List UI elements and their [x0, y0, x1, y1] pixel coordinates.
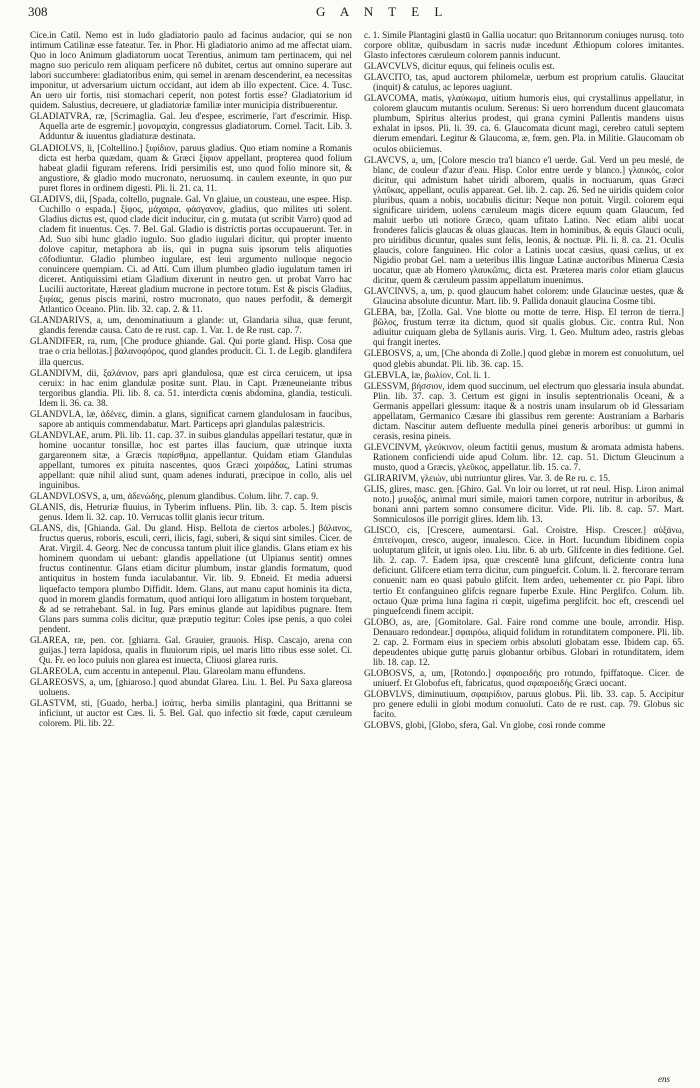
dictionary-entry: GLEBVLA, læ, βωλίον, Col. li. 1. — [364, 369, 491, 380]
dictionary-entry: GLAVCVLVS, dicitur equus, qui felineis oculis est. — [364, 61, 555, 72]
left-column — [30, 30, 352, 1060]
dictionary-entry: GLAREA, ræ, pen. cor. [ghiarra. Gal. Grauier, grauois. Hisp. Cascajo, arena con guijas.] terra lapidosa, qualis in fluuiorum ripis, uel maris litto ribus esse solet. Ci. Qu. Fr. eo loco puluis non glarea est inuecta, Cliuosi glarea ruris. — [30, 634, 352, 665]
dictionary-entry: GLAVCITO, tas, apud auctorem philomelæ, uerbum est proprium catulis. Glaucitat (inquit) & catulus, ac lepores uagiunt. — [364, 72, 684, 93]
dictionary-entry: GLADIOLVS, li, [Coltellino.] ξιφίδιον, paruus gladius. Quo etiam nomine a Romanis dicta est herba quædam, quam & Græci ξίφιον appellant, propterea quod folium habeat gladii figuram referens. Iridi persimilis est, uno quod folio minore sit, & angustiore, & gladio modo mucronato, neruosumq. in caulem exeunte, in quo pur puret flores in ordinem digesti. Pli. li. 21. ca. 11. — [30, 142, 352, 193]
dictionary-entry: GLAVCOMA, matis, γλαύκωμα, uitium humoris eius, qui crystallinus appellatur, in colorem glaucum mutantis oculum. Serenus: Si uero horrendum ducent glaucomata plumbum, Spiritus alterius prodest, qui grana cymini Pallentis mandens uisus exhalat in ipsos. Pli. li. 39. ca. 6. Glaucomata dicunt magi, cerebro catuli septem dierum emendari. Legitur & Glaucoma, æ, fœm. gen. Pla. in Militie. Glaucomam ob oculos obiiciemus. — [364, 93, 684, 154]
dictionary-entry: c. 1. Simile Plantagini glastū in Gallia uocatur: quo Britannorum coniuges nurusq. toto corpore oblitæ, quibusdam in sacris nudæ incedunt Æthiopum colores imitantes. Glasto infectores cæruleum colorem pannis inducunt. — [364, 30, 684, 61]
dictionary-entry: GLOBOSVS, a, um, [Rotondo.] σφαιροειδής pro rotundo, fpiffatoque. Cicer. de uniuerf. Et Globofus eft, fabricatus, quod σφαιροειδής Græci uocant. — [364, 667, 684, 688]
dictionary-entry: GLANDIVM, dii, ξαλάνιον, pars apri glandulosa, quæ est circa ceruicem, ut ipsa ceruix: in hac enim glandulæ positæ sunt. Plau. in Capt. Præneuneiante tribus tergoribus glandia. Pli. lib. 8. ca. 51. interdicta cœnis abdomina, glandia, testiculi. Idem li. 36. ca. 38. — [30, 367, 352, 408]
dictionary-entry: GLOBVLVS, diminutiuum, σφαιρίδιον, paruus globus. Pli. lib. 33. cap. 5. Accipitur pro genere edulii in globi modum conuoluti. Cato de re rust. cap. 79. Globus sic facito. — [364, 689, 684, 720]
page-number: 308 — [28, 4, 48, 19]
catchword: ens — [658, 1074, 670, 1084]
dictionary-entry: Cice.in Catil. Nemo est in ludo gladiatorio paulo ad facinus audacior, qui se non intimum Catilinæ esse fateatur. Ter. in Phor. Hi gladiatorio animo ad me affectat uiam. Quo in loco Animum gladiatorum uocat Terentius, animum tam pertinacem, qui nel magno suo periculo rem aliquam perficere nō dubitet, certus aut omnino superare aut labori succumbere: gladiatoribus enim, qui semel in arenam descenderint, ea necessitas imponitur, ut adversarium uictum occidant, aut idem ab illo expectent. Cice. 4. Tusc. An uero uir fortis, nisi stomachari ceperit, non potest fortis esse? Gladiatorium id quidem. Salustius, decreuere, ut gladiatoriæ familiæ inter municipia distribuerentur. — [30, 30, 352, 111]
dictionary-entry: GLANDVLAE, arum. Pli. lib. 11. cap. 37. in suibus glandulas appellari testatur, quæ in homine uocantur tonsillæ, hoc est partes illas faucium, quæ utrinque iuxta gargareonem sitæ, a Græcis παρίσθμια, appellantur. Quidam etiam Glandulas appellant, tumores ex pituita nascentes, quos Græci χοιράδας, Latini strumas appellant: quæ nihil aliud sunt, quam adenes indurati, præcipue in collo, alis uel inguinibus. — [30, 429, 352, 491]
dictionary-entry: GLANS, dis, [Ghianda. Gal. Du gland. Hisp. Bellota de ciertos arboles.] βάλανος, fructus querus, roboris, esculi, cerri, ilicis, fagi, suberi, & siqui sint similes. Cicer. de Arat. Virgil. 4. Georg. Nec de concussa tantum pluit ilice glandis. Glans etiam ex his hominem quondam ui uebant: glandis appellatione (ut Ulpianus sentit) omnes fructus continentur. Glans etiam dicitur plumbum, instar glandis formatum, quod antiquitus in hostem funda iaculabantur. Vir. lib. 9. Ebneid. Et media aduersi liquefacto tempora plumbo Diffidit. Idem. Glans, aut manu caput hominis ita dicta, quod in morem glandis formatum, quod antiqui loro alligatum in hostem torquebant, & ad se retrahebant. Sal. in Iug. Pars eminus glande aut lapidibus pugnare. Item Glans pars summa colis dicitur, quæ præputio tegitur: Coles ipse penis, a quo colei pendent. — [30, 523, 352, 634]
dictionary-entry: GLEBOSVS, a, um, [Che abonda di Zolle.] quod glebæ in morem est conuolutum, uel quod glebis abundat. Pli. lib. 36. cap. 15. — [364, 348, 684, 369]
dictionary-entry: GLOBVS, globi, [Globo, sfera, Gal. Vn globe, cosi ronde comme — [364, 720, 606, 731]
dictionary-entry: GLEBA, bæ, [Zolla. Gal. Vne blotte ou motte de terre. Hisp. El terron de tierra.] βῶλος, frustum terræ ita dictum, quod sit qualis globus. Cic. contra Rul. Non adiuitur cuiquam gleba de Syllanis auris. Virg. 1. Geo. Multum adeo, rastris glebas qui frangit inertes. — [364, 307, 684, 348]
page-header — [20, 4, 680, 28]
dictionary-entry: GLIRARIVM, γλειών, ubi nutriuntur glires. Var. 3. de Re ru. c. 15. — [364, 473, 611, 484]
dictionary-entry: GLAVCINVS, a, um, p. quod glaucum habet colorem: unde Glaucinæ uestes, quæ & Glaucina absolute dicuntur. Mart. lib. 9. Pallida donauit glaucina Cosme tibi. — [364, 286, 684, 307]
running-title: G A N T E L — [316, 4, 449, 19]
dictionary-entry: GLAREOLA, cum accentu in antepenul. Plau. Glareolam manu effundens. — [30, 665, 306, 676]
dictionary-entry: GLANDVLOSVS, a, um, ἀδενώδης, plenum glandibus. Colum. libr. 7. cap. 9. — [30, 491, 319, 502]
dictionary-entry: GLASTVM, sti, [Guado, herba.] ἰσάτις, herba similis plantagini, qua Brittanni se inficiunt, ut auctor est Cæs. li. 5. Bel. Gal. quo infectio sit fœde, caput cæruleum colorem. Pli. lib. 22. — [30, 698, 352, 729]
dictionary-entry: GLANDIFER, ra, rum, [Che produce ghiande. Gal. Qui porte gland. Hisp. Cosa que trae o cria bellotas.] βαλανοφόρος, quod glandes producit. Ci. 1. de Legib. glandifera illa quercus. — [30, 336, 352, 367]
dictionary-entry: GLESSVM, βήσσιον, idem quod succinum, uel electrum quo glessaria insula abundat. Plin. lib. 37. cap. 3. Certum est gigni in insulis septentrionalis Oceani, & a Germanis appellari glessum: itaque & a nostris unam insularum ob id Glessariam appellatam, Germanico Cæsare ibi glassibus rem gerente: Austraniam a Barbaris dictam. Nascitur autem defluente medulla pinei generis arboribus: ut gummi in cerasis, resina pineis. — [364, 380, 684, 441]
dictionary-entry: GLAVCVS, a, um, [Colore mescio tra'l bianco e'l uerde. Gal. Verd un peu meslé, de blanc, de couleur d'azur d'eau. Hisp. Color entre uerde y blanco.] γλαυκός, color dicitur, qui admistum habet uiridi alborem, qualis in noctuarum, quas Græci γλαῦκας, appellant, oculis appareat. Gel. lib. 2. cap. 26. Sed ne uiridis quidem color pluribus, quam a nobis, uocabulis dicitur: Neque non potuit. Virgil. colorem equi significare uiridem, uolens cæruleum magis dicere equum quam Glaucum, fed maluit uerbo uti notiore Græco, quam ufitato Latino. Nec etiam alibi uocat fronderes falicis glaucas & oluas glaucas. Item in hominibus, & equis Glauci oculi, pro uiridibus dicuntur, quales sunt felis, leonis, & noctuæ. Pli. li. 8. ca. 21. Oculis glaucis, colore fanguineo. Hic color a Latinis uocat cæsius, quasi cælius, ut ex Nigidio probat Gel. nam a ueteribus illis linguæ Latinæ auctoribus Minerua Cæsia uocatur, quæ ab Homero γλαυκῶπις, dicta est. Præterea maris color etiam glaucus dicitur, quem & cæruleum passim appellatum inuenimus. — [364, 154, 684, 286]
dictionary-entry: GLADIVS, dii, [Spada, coltello, pugnale. Gal. Vn glaiue, un cousteau, une espee. Hisp. Cuchillo o espada.] ξίφος, μάχαιρα, φάσγανον, gladius, quo milites uti solent. Gladius dictus est, quod clade dicit inducitur, cin g. mutata (ut scribit Varro) quod ad cladem fit inuentus. Cęs. 7. Bel. Gal. Gladio is districtis portas occupauerunt. Ter. in Ad. Suo sibi hunc gladio iugulo. Suo gladio iugulari dicitur, qui propter inuento dolove capitur, metaphora ab iis, qui in pugna suis ipsorum telis aliquoties cōfodiuntur. Gladio plumbeo iugulare, est leui argumento nulloque negocio conuincere quempiam. Ci. ad Atti. Cum illum plumbeo gladio iugulatum tamen iri diceret. Antiquissimi etiam Gladium dixerunt in neutro gen. ut probat Varro hac Lucilii auctoritate, Hæreat gladium mucrone in pectore totum. Est & piscis Gladius, ξιφίας, genus piscis marini, rostro mucronato, quo naues perfodit, & demergit Atlantico Oceano. Plin. lib. 32. cap. 2. & 11. — [30, 193, 352, 315]
dictionary-entry: GLIS, glires, masc. gen. [Ghiro. Gal. Vn loir ou lorret, ut rat neul. Hisp. Liron animal noto.] μυωξός, animal muri simile, maiori tamen corpore, nutritur in arboribus, & bonani anni partem somno consumere dicitur. Vide. Pli. lib. 8. cap. 57. Mart. Somniculosos ille porrigit glires. Idem lib. 13. — [364, 484, 684, 525]
dictionary-entry: GLANIS, dis, Hetruriæ fluuius, in Tyberim influens. Plin. lib. 3. cap. 5. Item piscis genus. Idem li. 32. cap. 10. Verrucas tollit glanis iecur tritum. — [30, 502, 352, 523]
dictionary-entry: GLEVCINVM, γλεύκινον, oleum factitii genus, mustum & aromata admista habens. Rationem conficiendi uide apud Colum. libr. 12. cap. 51. Dictum Gleucinum a musto, quod a Græcis, γλεῦκος, appellatur. lib. 15. ca. 7. — [364, 441, 684, 472]
dictionary-entry: GLADIATVRA, ræ, [Scrimaglia. Gal. Jeu d'espee, escrimerie, l'art d'escrimir. Hisp. Aquella arte de esgremir.] μονομαχία, congressus gladiatorum. Cornel. Tacit. Lib. 3. Adduntur & iuuentus gladiaturæ destinata. — [30, 111, 352, 142]
dictionary-entry: GLISCO, cis, [Crescere, aumentarsi. Gal. Croistre. Hisp. Crescer.] αὐξάνω, ἐπιτείνομαι, cresco, augeor, inualesco. Cice. in Hort. Iucundum libidinem copia uoluptatum glifcit, ut ignis oleo. Liu. libr. 6. ab urb. Glifcente in dies feditione. Gel. lib. 2. cap. 7. Eadem ipsa, quæ crescentē luna glifcunt, deficiente contra luna deficiunt. Glifcere etiam terra dicitur, cum pinguefcit. Colum. li. 2. ftercorare terram conuenit: nam eo quasi pabulo glifcit. Item ardeo, uehementer cr. pio Papi. libro tertio Et confanguineo glifcis regnare fuperbe Exule. Hinc Perglifco. Colum. lib. octauo Quæ prima luna fagina ri cœpit, uigefima perglifcit. hoc eft, crescendi uel pinguefcendi finem accipit. — [364, 525, 684, 616]
dictionary-entry: GLAREOSVS, a, um, [ghiaroso.] quod abundat Glarea. Liu. 1. Bel. Pu Saxa glareosa uoluens. — [30, 676, 352, 697]
dictionary-entry: GLOBO, as, are, [Gomitolare. Gal. Faire rond comme une boule, arrondir. Hisp. Denauaro redondear.] σφαιρόω, aliquid folidum in rotunditatem componere. Pli. lib. 2. cap. 2. Formam eius in speciem orbis absoluti globatam esse. Ibidem cap. 65. depeudentes ubique guttę paruis globantur orbibus. Globari in rotunditatem, idem lib. 18. cap. 12. — [364, 616, 684, 667]
dictionary-entry: GLANDVLA, læ, ἀδένες, dimin. a glans, significat carnem glandulosam in faucibus, sapore ab antiquis commendabatur. Mart. Particeps apri glandulas palæstricis. — [30, 408, 352, 429]
right-column — [364, 30, 684, 1060]
dictionary-entry: GLANDARIVS, a, um, denominatiuum a glande: ut, Glandaria silua, quæ ferunt, glandis ferendæ causa. Cato de re rust. cap. 1. Var. 1. de Re rust. cap. 7. — [30, 315, 352, 336]
